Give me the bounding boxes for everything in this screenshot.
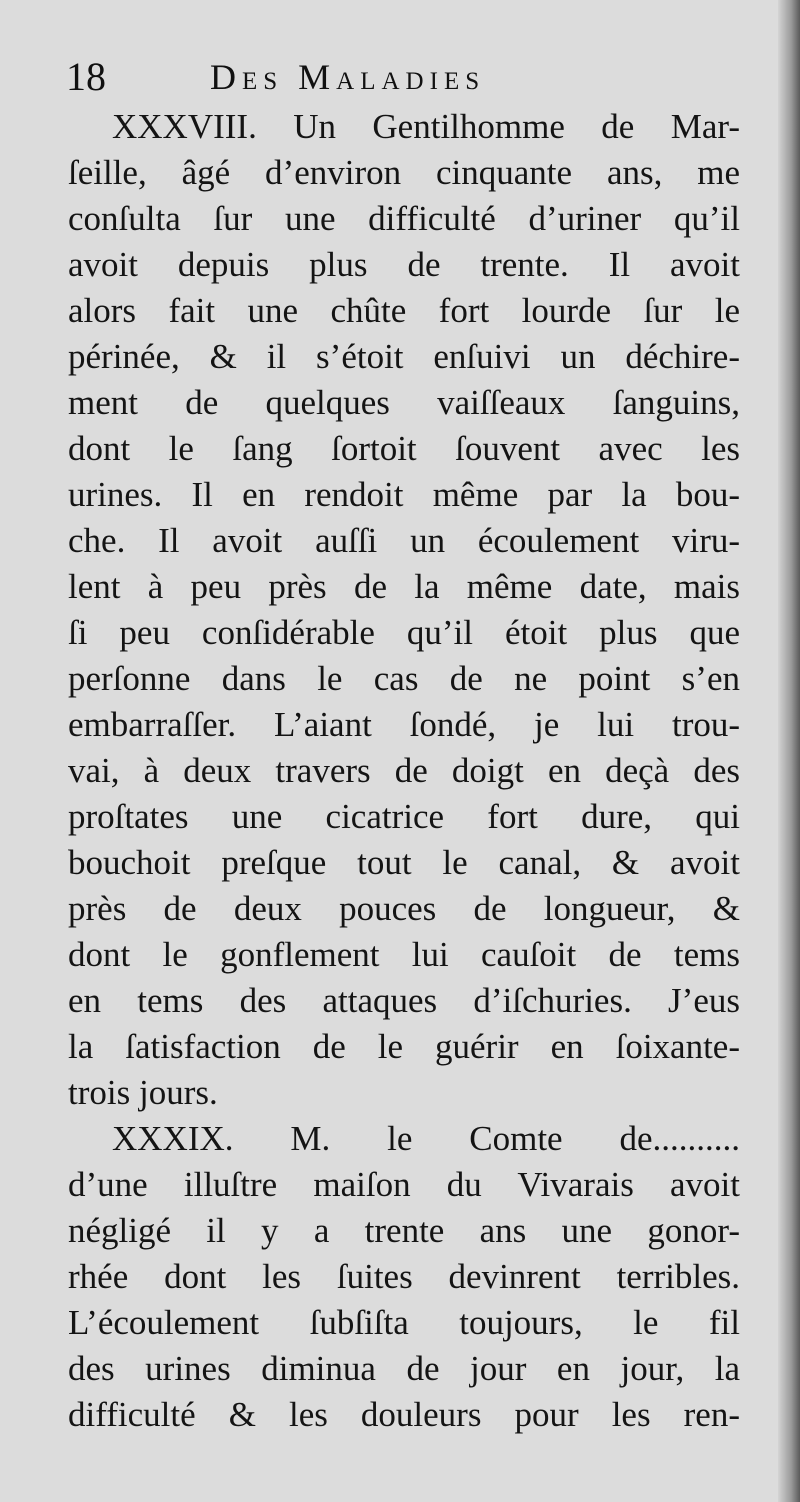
body-text bbox=[68, 104, 740, 1438]
text-line: négligé il y a trente ans une gonor- bbox=[68, 1211, 740, 1250]
text-line: L’écoulement ſubſiſta toujours, le fil bbox=[68, 1303, 740, 1342]
running-title: Des Maladies bbox=[210, 57, 486, 97]
text-line: perſonne dans le cas de ne point s’en bbox=[68, 659, 740, 698]
text-line: che. Il avoit auſſi un écoulement viru- bbox=[68, 521, 740, 560]
text-line: ment de quelques vaiſſeaux ſanguins, bbox=[68, 383, 740, 422]
paragraph-xxxix bbox=[68, 1116, 740, 1438]
text-line: en tems des attaques d’iſchuries. J’eus bbox=[68, 981, 740, 1020]
text-line: alors fait une chûte fort lourde ſur le bbox=[68, 291, 740, 330]
text-line: avoit depuis plus de trente. Il avoit bbox=[68, 245, 740, 284]
text-line: ſeille, âgé d’environ cinquante ans, me bbox=[68, 153, 740, 192]
text-line: rhée dont les ſuites devinrent terribles. bbox=[68, 1257, 740, 1296]
text-line: périnée, & il s’étoit enſuivi un déchire- bbox=[68, 337, 740, 376]
text-line: conſulta ſur une difficulté d’uriner qu’il bbox=[68, 199, 740, 238]
text-line: dont le gonflement lui cauſoit de tems bbox=[68, 935, 740, 974]
text-line: difficulté & les douleurs pour les ren- bbox=[68, 1395, 740, 1434]
text-line: d’une illuſtre maiſon du Vivarais avoit bbox=[68, 1165, 740, 1204]
paragraph-xxxviii bbox=[68, 104, 740, 1116]
text-line: ſi peu conſidérable qu’il étoit plus que bbox=[68, 613, 740, 652]
text-line: XXXVIII. Un Gentilhomme de Mar- bbox=[112, 107, 740, 146]
text-line: proſtates une cicatrice fort dure, qui bbox=[68, 797, 740, 836]
text-line: XXXIX. M. le Comte de.......... bbox=[112, 1119, 740, 1158]
running-head bbox=[60, 52, 760, 102]
text-line: des urines diminua de jour en jour, la bbox=[68, 1349, 740, 1388]
text-line: vai, à deux travers de doigt en deçà des bbox=[68, 751, 740, 790]
text-line: la ſatisfaction de le guérir en ſoixante- bbox=[68, 1027, 740, 1066]
text-line: bouchoit preſque tout le canal, & avoit bbox=[68, 843, 740, 882]
page-edge-shadow bbox=[778, 0, 800, 1502]
text-line: embarraſſer. L’aiant ſondé, je lui trou- bbox=[68, 705, 740, 744]
text-line: près de deux pouces de longueur, & bbox=[68, 889, 740, 928]
text-line: trois jours. bbox=[68, 1073, 218, 1112]
text-line: dont le ſang ſortoit ſouvent avec les bbox=[68, 429, 740, 468]
text-line: lent à peu près de la même date, mais bbox=[68, 567, 740, 606]
text-line: urines. Il en rendoit même par la bou- bbox=[68, 475, 740, 514]
page-number: 18 bbox=[66, 54, 106, 99]
